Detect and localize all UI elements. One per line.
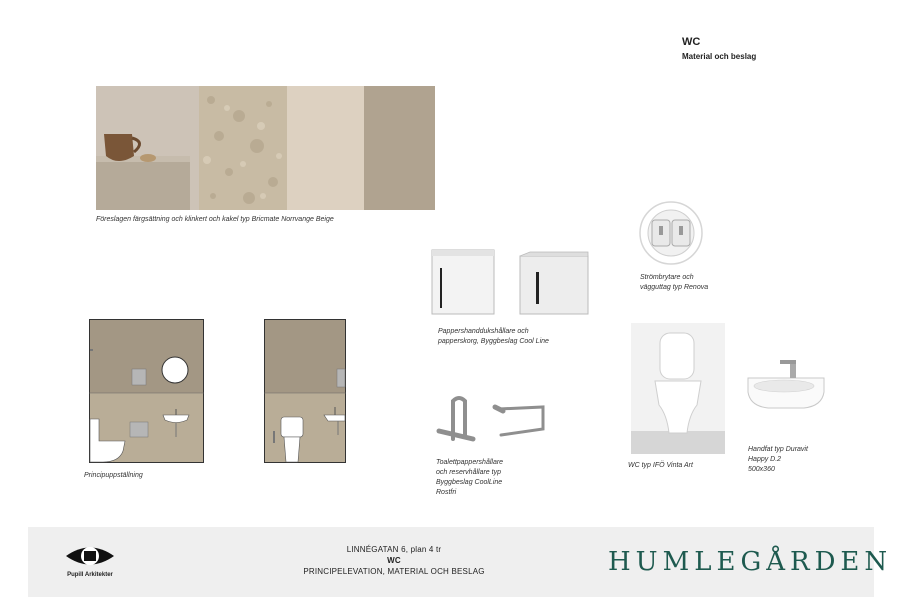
- basin-caption: Handfat typ Duravit Happy D.2 500x360: [748, 446, 808, 473]
- toilet-cistern-icon: [660, 333, 694, 379]
- elevation-drawing-1: [89, 319, 204, 463]
- toilet-front-icon: [281, 417, 303, 437]
- pupill-eye-logo: [64, 541, 116, 571]
- page-subtitle: Material och beslag: [682, 52, 757, 61]
- drawing-title: PRINCIPELEVATION, MATERIAL OCH BESLAG: [303, 567, 485, 576]
- paper-towel-holder-side-icon: [337, 369, 345, 387]
- materials-caption: Föreslagen färgsättning och klinkert och kakel typ Bricmate Norrvange Beige: [96, 216, 334, 223]
- paper-towel-holder-icon: [132, 369, 146, 385]
- jug-icon: [104, 134, 134, 161]
- page-title: WC: [682, 36, 701, 48]
- paper-basket-icon: [520, 256, 588, 314]
- project-address: LINNÉGATAN 6, plan 4 tr: [346, 545, 442, 554]
- wc-image: [631, 323, 725, 454]
- swatch-terrazzo: [199, 86, 287, 210]
- toilet-paper-caption: Toalettpappershållare och reservhållare typ Byggbeslag CoolLine Rostfri: [436, 459, 504, 496]
- swatch-dark-beige: [364, 86, 435, 210]
- jug-photo: [96, 86, 199, 210]
- toilet-paper-holders-image: [433, 395, 548, 447]
- toilet-paper-holder-icon: [439, 398, 473, 439]
- basin-image: [744, 352, 828, 412]
- architect-name: Pupill Arkitekter: [67, 572, 113, 578]
- wc-caption: WC typ IFÖ Vinta Art: [628, 462, 693, 469]
- swatch-light-beige: [287, 86, 364, 210]
- room-name: WC: [387, 556, 401, 565]
- stone-block: [96, 160, 190, 210]
- switch-image: [638, 200, 704, 266]
- client-logo: HUMLEGÅRDEN: [608, 547, 893, 577]
- switch-caption: Strömbrytare och vägguttag typ Renova: [640, 274, 709, 291]
- elevation-caption: Principuppställning: [84, 472, 143, 479]
- basin-side-icon: [324, 415, 345, 421]
- paper-towel-caption: Pappershanddukshållare och papperskorg, Byggbeslag Cool Line: [438, 328, 549, 345]
- swatch-photo: [96, 86, 199, 210]
- project-info: [264, 544, 524, 577]
- elevation-drawing-2: [264, 319, 346, 463]
- mirror-icon: [162, 357, 188, 383]
- spare-roll-holder-icon: [495, 407, 543, 435]
- wastebasket-icon: [130, 422, 148, 437]
- title-block: [28, 527, 893, 597]
- paper-towel-products-image: [430, 248, 590, 318]
